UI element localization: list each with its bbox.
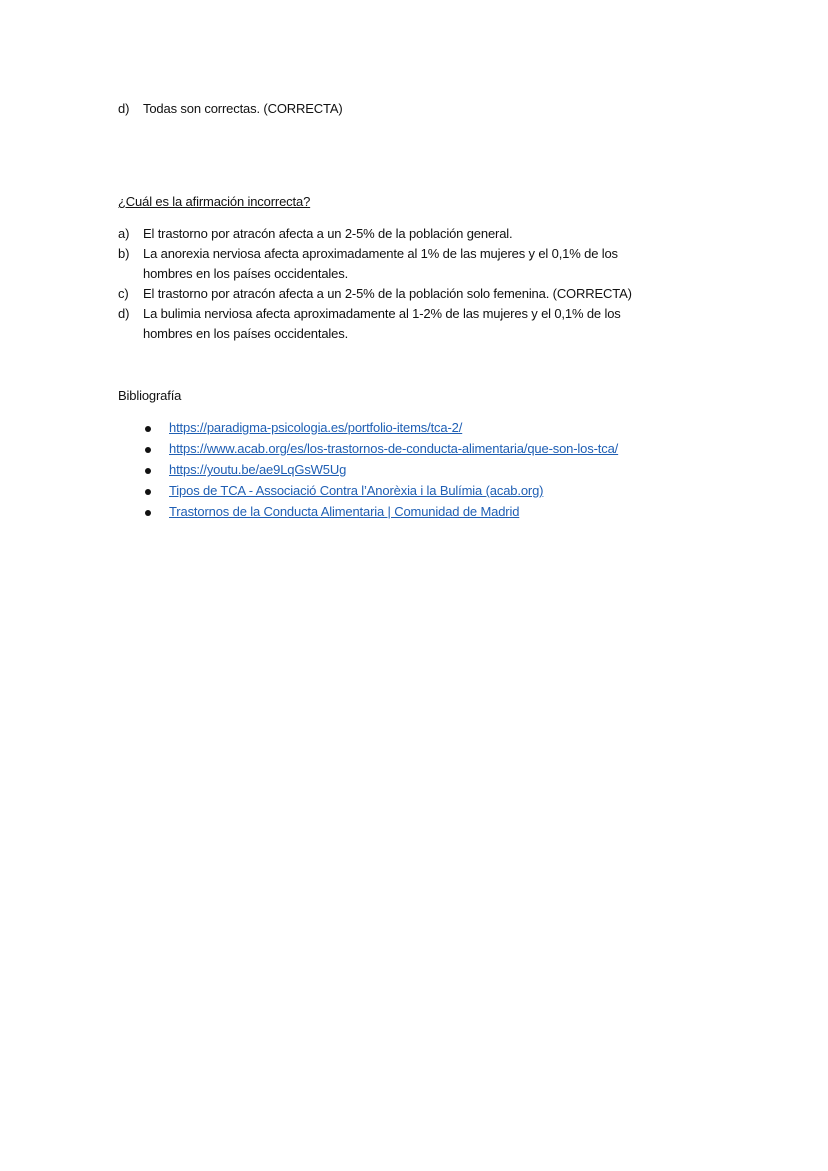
bullet-icon bbox=[145, 468, 151, 474]
option-text: La anorexia nerviosa afecta aproximadamente al 1% de las mujeres y el 0,1% de los bbox=[143, 246, 618, 261]
bullet-icon bbox=[145, 426, 151, 432]
bibliography-link[interactable]: https://youtu.be/ae9LqGsW5Ug bbox=[169, 462, 347, 477]
option-text: El trastorno por atracón afecta a un 2-5% de la población general. bbox=[143, 226, 513, 241]
bibliography-link[interactable]: Tipos de TCA - Associació Contra l’Anorèxia i la Bulímia (acab.org) bbox=[169, 483, 544, 498]
bullet-icon bbox=[145, 489, 151, 495]
option-label: a) bbox=[118, 226, 130, 241]
option-text: La bulimia nerviosa afecta aproximadamente al 1-2% de las mujeres y el 0,1% de los bbox=[143, 306, 621, 321]
bibliography-heading: Bibliografía bbox=[118, 388, 182, 403]
bibliography-link[interactable]: https://paradigma-psicologia.es/portfolio-items/tca-2/ bbox=[169, 420, 463, 435]
bibliography-link[interactable]: Trastornos de la Conducta Alimentaria | Comunidad de Madrid bbox=[169, 504, 520, 519]
bullet-icon bbox=[145, 447, 151, 453]
option-label: c) bbox=[118, 286, 129, 301]
option-label: d) bbox=[118, 101, 130, 116]
bibliography-link[interactable]: https://www.acab.org/es/los-trastornos-de-conducta-alimentaria/que-son-los-tca/ bbox=[169, 441, 619, 456]
option-text-continued: hombres en los países occidentales. bbox=[143, 326, 349, 341]
question-title: ¿Cuál es la afirmación incorrecta? bbox=[118, 194, 311, 209]
option-text-continued: hombres en los países occidentales. bbox=[143, 266, 349, 281]
option-label: d) bbox=[118, 306, 130, 321]
option-text: Todas son correctas. (CORRECTA) bbox=[143, 101, 343, 116]
option-label: b) bbox=[118, 246, 130, 261]
option-text: El trastorno por atracón afecta a un 2-5% de la población solo femenina. (CORRECTA) bbox=[143, 286, 632, 301]
bullet-icon bbox=[145, 510, 151, 516]
